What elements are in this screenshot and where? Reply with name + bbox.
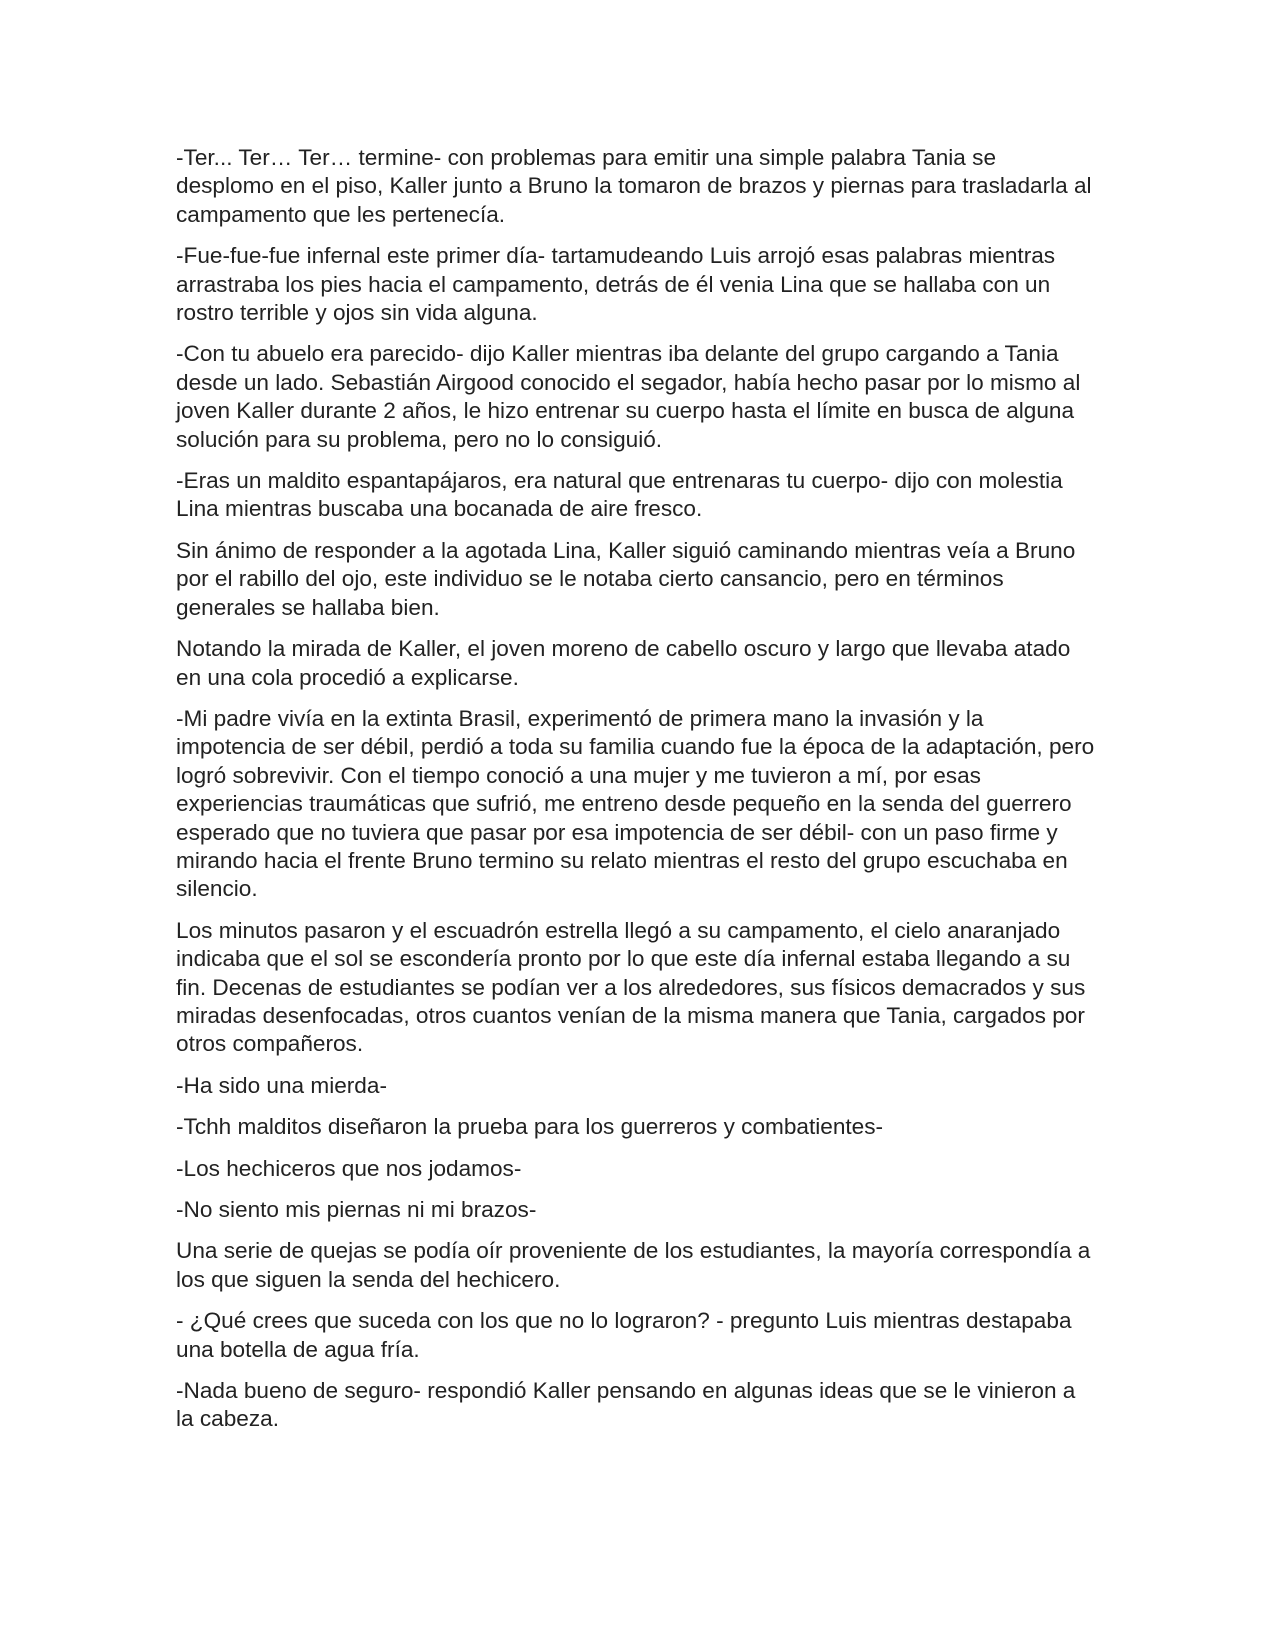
paragraph: -Mi padre vivía en la extinta Brasil, experimentó de primera mano la invasión y la impotencia de ser débil, perdió a toda su familia cuando fue la época de la adaptación, pero logró sobrevivir. Con el tiempo conoció a una mujer y me tuvieron a mí, por esas experiencias traumáticas que sufrió, me entreno desde pequeño en la senda del guerrero esperado que no tuviera que pasar por esa impotencia de ser débil- con un paso firme y mirando hacia el frente Bruno termino su relato mientras el resto del grupo escuchaba en silencio. <box>176 705 1095 902</box>
paragraph: -Fue-fue-fue infernal este primer día- tartamudeando Luis arrojó esas palabras mientras arrastraba los pies hacia el campamento, detrás de él venia Lina que se hallaba con un rostro terrible y ojos sin vida alguna. <box>176 243 1056 326</box>
paragraph: Una serie de quejas se podía oír proveniente de los estudiantes, la mayoría correspondía a los que siguen la senda del hechicero. <box>176 1238 1091 1292</box>
paragraph: Sin ánimo de responder a la agotada Lina, Kaller siguió caminando mientras veía a Bruno por el rabillo del ojo, este individuo se le notaba cierto cansancio, pero en términos generales se hallaba bien. <box>176 537 1076 620</box>
paragraph: Notando la mirada de Kaller, el joven moreno de cabello oscuro y largo que llevaba atado en una cola procedió a explicarse. <box>176 636 1071 690</box>
paragraph: -Nada bueno de seguro- respondió Kaller pensando en algunas ideas que se le vinieron a la cabeza. <box>176 1378 1076 1432</box>
paragraph: -Ter... Ter… Ter… termine- con problemas para emitir una simple palabra Tania se desplomo en el piso, Kaller junto a Bruno la tomaron de brazos y piernas para trasladarla al campamento que les pertenecía. <box>176 145 1092 227</box>
dialogue-line: -Ha sido una mierda- <box>176 1072 387 1098</box>
paragraph: -Con tu abuelo era parecido- dijo Kaller mientras iba delante del grupo cargando a Tania desde un lado. Sebastián Airgood conocido el segador, había hecho pasar por lo mismo al joven Kaller durante 2 años, le hizo entrenar su cuerpo hasta el límite en busca de alguna solución para su problema, pero no lo consiguió. <box>176 341 1081 452</box>
dialogue-line: -Los hechiceros que nos jodamos- <box>176 1155 522 1181</box>
document-body <box>176 144 1096 1447</box>
paragraph: Los minutos pasaron y el escuadrón estrella llegó a su campamento, el cielo anaranjado indicaba que el sol se escondería pronto por lo que este día infernal estaba llegando a su fin. Decenas de estudiantes se podían ver a los alrededores, sus físicos demacrados y sus miradas desenfocadas, otros cuantos venían de la misma manera que Tania, cargados por otros compañeros. <box>176 917 1086 1057</box>
paragraph: - ¿Qué crees que suceda con los que no lo lograron? - pregunto Luis mientras destapaba una botella de agua fría. <box>176 1308 1072 1362</box>
paragraph: -Eras un maldito espantapájaros, era natural que entrenaras tu cuerpo- dijo con molestia Lina mientras buscaba una bocanada de aire fresco. <box>176 468 1063 522</box>
dialogue-line: -No siento mis piernas ni mi brazos- <box>176 1197 537 1222</box>
dialogue-line: -Tchh malditos diseñaron la prueba para los guerreros y combatientes- <box>176 1114 884 1140</box>
